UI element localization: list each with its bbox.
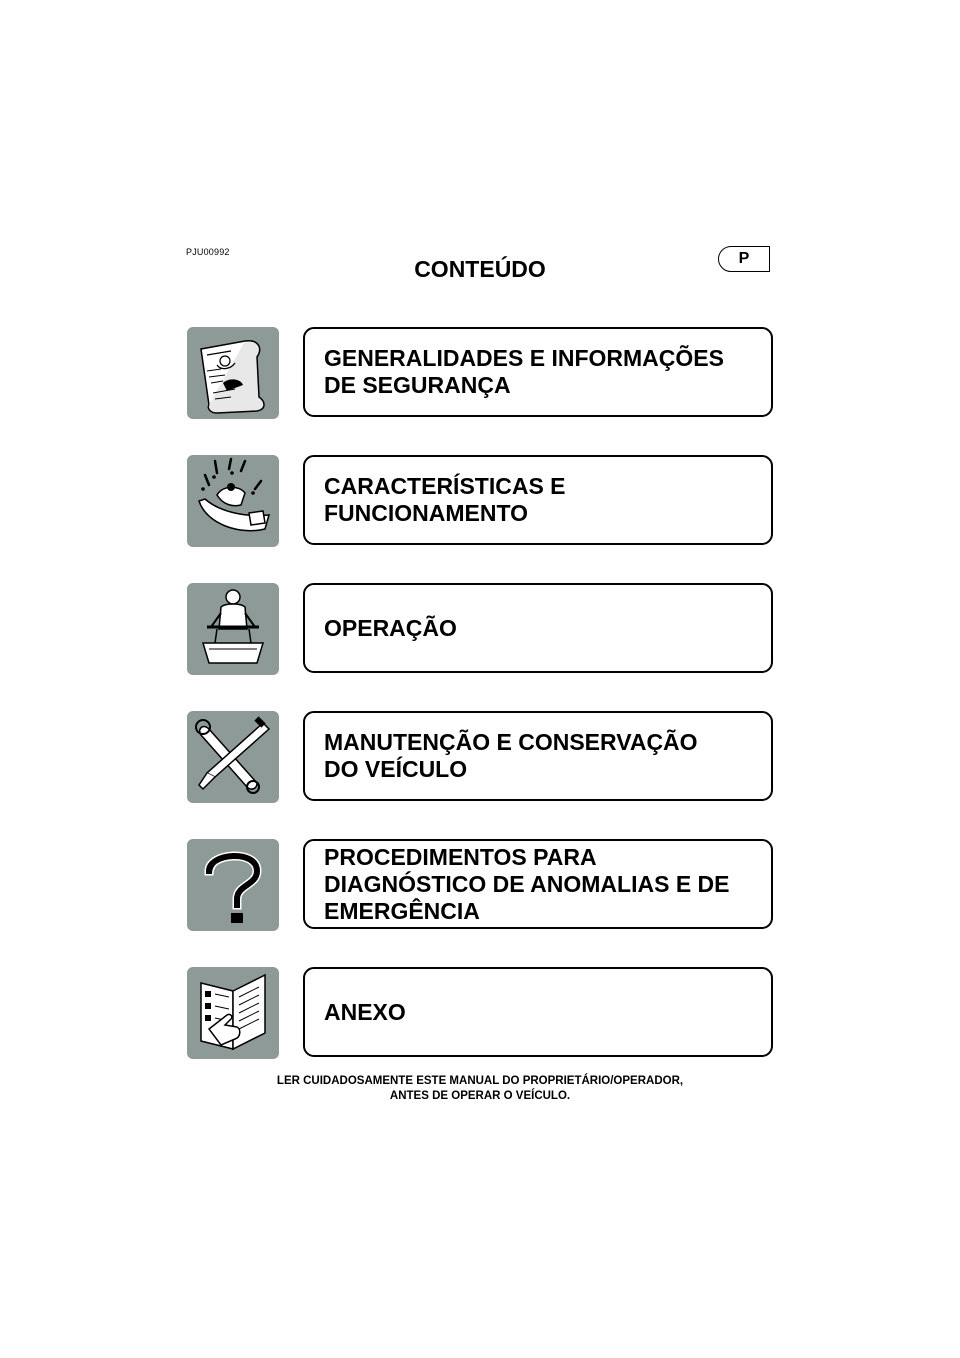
- section-label-box: [303, 711, 773, 801]
- section-label-box: [303, 967, 773, 1057]
- section-label: GENERALIDADES E INFORMAÇÕES DE SEGURANÇA: [324, 345, 724, 398]
- section-operation[interactable]: [187, 583, 775, 675]
- footer-line-2: ANTES DE OPERAR O VEÍCULO.: [389, 1090, 571, 1102]
- section-annex[interactable]: [187, 967, 775, 1059]
- page-title: CONTEÚDO: [414, 256, 546, 282]
- section-label-box: [303, 839, 773, 929]
- section-troubleshooting[interactable]: [187, 839, 775, 931]
- language-badge: P: [718, 246, 770, 272]
- section-maintenance[interactable]: [187, 711, 775, 803]
- index-book-icon: [187, 967, 279, 1059]
- section-label: OPERAÇÃO: [324, 614, 457, 641]
- rider-icon: [187, 583, 279, 675]
- question-mark-icon: [187, 839, 279, 931]
- section-label: ANEXO: [324, 998, 406, 1025]
- section-label: MANUTENÇÃO E CONSERVAÇÃO DO VEÍCULO: [324, 729, 698, 782]
- section-general-safety[interactable]: [187, 327, 775, 419]
- section-features-functioning[interactable]: [187, 455, 775, 547]
- section-label: CARACTERÍSTICAS E FUNCIONAMENTO: [324, 473, 566, 526]
- tools-icon: [187, 711, 279, 803]
- section-label-box: [303, 455, 773, 545]
- footer-notice: [0, 1074, 960, 1104]
- section-label: PROCEDIMENTOS PARA DIAGNÓSTICO DE ANOMALIAS E DE EMERGÊNCIA: [324, 843, 730, 924]
- section-label-box: [303, 327, 773, 417]
- section-label-box: [303, 583, 773, 673]
- footer-line-1: LER CUIDADOSAMENTE ESTE MANUAL DO PROPRIETÁRIO/OPERADOR,: [276, 1075, 684, 1087]
- safety-manual-icon: [187, 327, 279, 419]
- document-code: PJU00992: [186, 247, 230, 257]
- watercraft-controls-icon: [187, 455, 279, 547]
